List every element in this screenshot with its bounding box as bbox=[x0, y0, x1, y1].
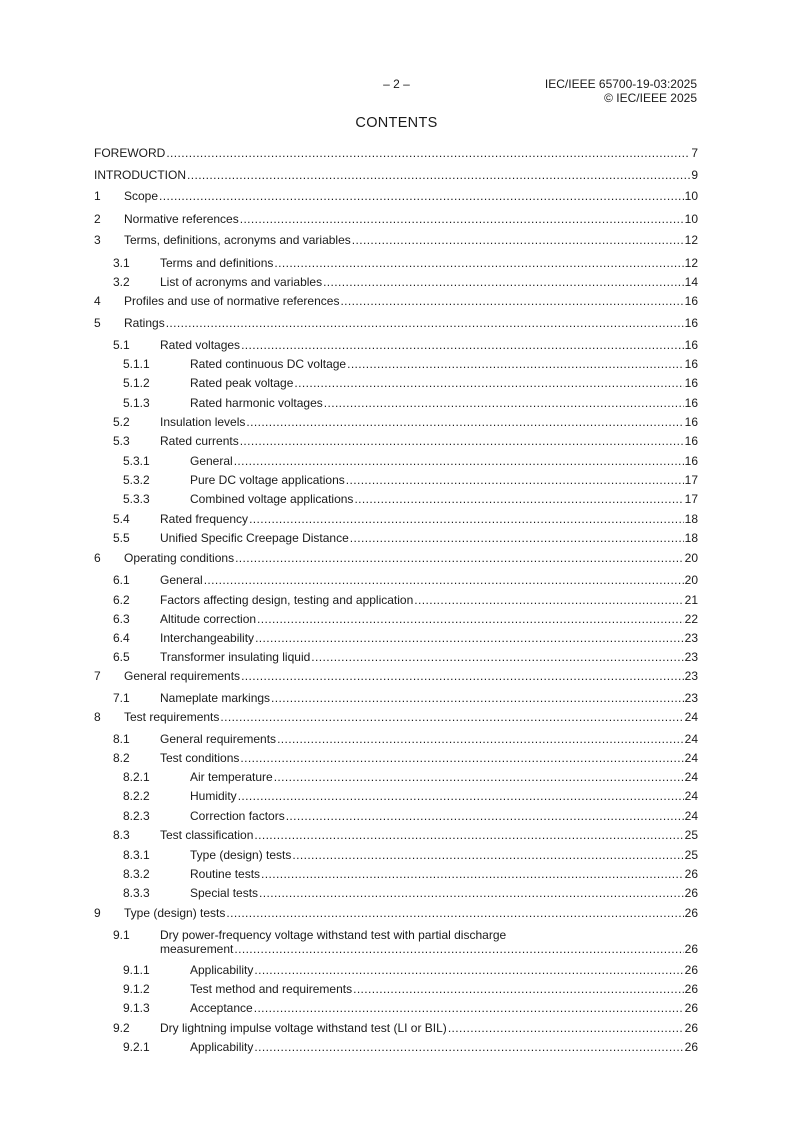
toc-entry[interactable] bbox=[94, 867, 698, 881]
toc-entry-title: Correction factors bbox=[190, 809, 285, 823]
dot-leader bbox=[255, 631, 684, 645]
toc-entry-title: Scope bbox=[124, 189, 159, 203]
dot-leader bbox=[292, 848, 683, 862]
toc-entry-title: Ratings bbox=[124, 316, 165, 330]
toc-entry-title: Rated continuous DC voltage bbox=[190, 357, 347, 371]
toc-entry[interactable] bbox=[94, 789, 698, 803]
toc-entry-number: 6 bbox=[94, 551, 101, 565]
toc-entry[interactable] bbox=[94, 212, 698, 226]
toc-entry-page: 24 bbox=[684, 770, 698, 784]
dot-leader bbox=[166, 316, 684, 330]
toc-entry-number: 7 bbox=[94, 669, 101, 683]
toc-entry-page: 26 bbox=[684, 963, 698, 977]
toc-entry-title: Type (design) tests bbox=[190, 848, 292, 862]
toc-entry-page: 9 bbox=[691, 168, 698, 182]
dot-leader bbox=[261, 867, 684, 881]
toc-entry-number: 8.2.2 bbox=[123, 789, 150, 803]
toc-entry-title: Normative references bbox=[124, 212, 239, 226]
toc-entry-number: 8.1 bbox=[113, 732, 130, 746]
toc-entry-page: 26 bbox=[684, 1021, 698, 1035]
dot-leader bbox=[234, 454, 684, 468]
dot-leader bbox=[254, 828, 683, 842]
dot-leader bbox=[240, 212, 684, 226]
toc-entry[interactable] bbox=[94, 168, 698, 182]
toc-entry-page: 16 bbox=[684, 396, 698, 410]
toc-entry-title: Acceptance bbox=[190, 1001, 253, 1015]
toc-entry-title: FOREWORD bbox=[94, 146, 166, 160]
toc-entry[interactable] bbox=[94, 189, 698, 203]
toc-entry-title: Pure DC voltage applications bbox=[190, 473, 345, 487]
dot-leader bbox=[254, 963, 683, 977]
toc-entry[interactable] bbox=[94, 357, 698, 371]
dot-leader bbox=[340, 294, 683, 308]
document-id: IEC/IEEE 65700-19-03:2025 bbox=[544, 77, 697, 91]
toc-entry-number: 5.1.3 bbox=[123, 396, 150, 410]
toc-entry[interactable] bbox=[94, 1040, 698, 1054]
toc-entry-title: Rated currents bbox=[160, 434, 239, 448]
toc-entry-title: Applicability bbox=[190, 963, 254, 977]
toc-entry[interactable] bbox=[94, 1021, 698, 1035]
dot-leader bbox=[271, 691, 684, 705]
toc-entry-page: 26 bbox=[684, 942, 698, 956]
toc-entry-number: 5.1.1 bbox=[123, 357, 150, 371]
dot-leader bbox=[246, 415, 683, 429]
toc-entry-page: 21 bbox=[684, 593, 698, 607]
toc-entry-page: 22 bbox=[684, 612, 698, 626]
toc-entry-page: 18 bbox=[684, 512, 698, 526]
toc-entry-title: Special tests bbox=[190, 886, 259, 900]
dot-leader bbox=[414, 593, 683, 607]
toc-entry-page: 16 bbox=[684, 415, 698, 429]
toc-entry-number: 5.4 bbox=[113, 512, 130, 526]
toc-entry-page: 24 bbox=[684, 809, 698, 823]
toc-entry-number: 8.3.1 bbox=[123, 848, 150, 862]
toc-entry-title: General requirements bbox=[124, 669, 241, 683]
toc-entry-page: 18 bbox=[684, 531, 698, 545]
toc-entry-page: 24 bbox=[684, 732, 698, 746]
toc-entry-number: 9.2 bbox=[113, 1021, 130, 1035]
dot-leader bbox=[159, 189, 684, 203]
toc-entry[interactable] bbox=[94, 146, 698, 160]
toc-entry-page: 10 bbox=[684, 189, 698, 203]
dot-leader bbox=[274, 256, 683, 270]
toc-entry-page: 16 bbox=[684, 376, 698, 390]
toc-entry-page: 12 bbox=[684, 256, 698, 270]
toc-entry-page: 16 bbox=[684, 434, 698, 448]
toc-entry-page: 20 bbox=[684, 551, 698, 565]
dot-leader bbox=[204, 573, 684, 587]
toc-entry[interactable] bbox=[94, 551, 698, 565]
toc-entry-number: 5.3.2 bbox=[123, 473, 150, 487]
toc-entry[interactable] bbox=[94, 573, 698, 587]
toc-entry-number: 2 bbox=[94, 212, 101, 226]
toc-entry-page: 12 bbox=[684, 233, 698, 247]
copyright-notice: © IEC/IEEE 2025 bbox=[604, 91, 697, 105]
dot-leader bbox=[294, 376, 683, 390]
dot-leader bbox=[323, 275, 684, 289]
toc-entry[interactable] bbox=[94, 415, 698, 429]
toc-entry-title: INTRODUCTION bbox=[94, 168, 186, 182]
toc-entry[interactable] bbox=[94, 906, 698, 920]
toc-entry[interactable] bbox=[94, 710, 698, 724]
toc-entry-number: 8.3.3 bbox=[123, 886, 150, 900]
dot-leader bbox=[353, 982, 684, 996]
toc-entry-title: Nameplate markings bbox=[160, 691, 271, 705]
toc-entry-page: 7 bbox=[691, 146, 698, 160]
toc-entry-number: 3 bbox=[94, 233, 101, 247]
toc-entry-page: 26 bbox=[684, 906, 698, 920]
toc-entry-page: 26 bbox=[684, 1040, 698, 1054]
toc-entry-number: 8.2 bbox=[113, 751, 130, 765]
toc-entry-page: 17 bbox=[684, 473, 698, 487]
toc-entry-page: 26 bbox=[684, 1001, 698, 1015]
toc-entry-number: 7.1 bbox=[113, 691, 130, 705]
toc-entry-title: Test method and requirements bbox=[190, 982, 353, 996]
toc-entry-title: Rated frequency bbox=[160, 512, 249, 526]
toc-entry-number: 5.3.3 bbox=[123, 492, 150, 506]
toc-entry-number: 9.1.2 bbox=[123, 982, 150, 996]
toc-entry-title: General bbox=[190, 454, 233, 468]
toc-entry-page: 26 bbox=[684, 982, 698, 996]
toc-entry-number: 8.3 bbox=[113, 828, 130, 842]
toc-entry-number: 6.1 bbox=[113, 573, 130, 587]
dot-leader bbox=[241, 669, 684, 683]
toc-entry-page: 24 bbox=[684, 710, 698, 724]
dot-leader bbox=[249, 512, 684, 526]
dot-leader bbox=[240, 751, 683, 765]
toc-entry-title: Factors affecting design, testing and application bbox=[160, 593, 414, 607]
dot-leader bbox=[311, 650, 683, 664]
toc-entry[interactable] bbox=[94, 650, 698, 664]
toc-entry-number: 6.4 bbox=[113, 631, 130, 645]
toc-entry[interactable] bbox=[94, 848, 698, 862]
toc-entry-page: 10 bbox=[684, 212, 698, 226]
toc-entry[interactable] bbox=[94, 512, 698, 526]
toc-entry-page: 17 bbox=[684, 492, 698, 506]
toc-entry-page: 20 bbox=[684, 573, 698, 587]
toc-entry-number: 8.2.3 bbox=[123, 809, 150, 823]
dot-leader bbox=[238, 789, 684, 803]
toc-entry-title: Air temperature bbox=[190, 770, 273, 784]
toc-entry-page: 25 bbox=[684, 828, 698, 842]
toc-entry-page: 23 bbox=[684, 691, 698, 705]
toc-entry[interactable] bbox=[94, 275, 698, 289]
toc-entry-page: 14 bbox=[684, 275, 698, 289]
toc-entry[interactable] bbox=[94, 233, 698, 247]
toc-entry-title: Altitude correction bbox=[160, 612, 257, 626]
dot-leader bbox=[277, 732, 684, 746]
toc-entry-number: 5.2 bbox=[113, 415, 130, 429]
toc-entry-title: Operating conditions bbox=[124, 551, 235, 565]
toc-entry[interactable] bbox=[94, 612, 698, 626]
toc-entry-number: 9 bbox=[94, 906, 101, 920]
toc-entry-number: 5.3 bbox=[113, 434, 130, 448]
toc-entry[interactable] bbox=[94, 809, 698, 823]
toc-entry[interactable] bbox=[94, 454, 698, 468]
toc-entry-title-continued: measurement bbox=[160, 942, 234, 956]
toc-entry-page: 24 bbox=[684, 789, 698, 803]
toc-entry-page: 16 bbox=[684, 316, 698, 330]
toc-entry[interactable] bbox=[94, 751, 698, 765]
dot-leader bbox=[350, 531, 684, 545]
toc-entry-page: 23 bbox=[684, 669, 698, 683]
toc-entry-number: 1 bbox=[94, 189, 101, 203]
toc-entry[interactable] bbox=[94, 256, 698, 270]
toc-entry[interactable] bbox=[94, 1001, 698, 1015]
toc-entry-number: 8.3.2 bbox=[123, 867, 150, 881]
toc-entry[interactable] bbox=[94, 732, 698, 746]
document-header bbox=[545, 77, 697, 105]
dot-leader bbox=[254, 1040, 683, 1054]
toc-entry-page: 16 bbox=[684, 294, 698, 308]
toc-entry[interactable] bbox=[94, 396, 698, 410]
dot-leader bbox=[324, 396, 684, 410]
dot-leader bbox=[259, 886, 684, 900]
dot-leader bbox=[220, 710, 683, 724]
toc-entry-title: Unified Specific Creepage Distance bbox=[160, 531, 349, 545]
dot-leader bbox=[235, 551, 684, 565]
toc-entry-title: Profiles and use of normative references bbox=[124, 294, 340, 308]
dot-leader bbox=[234, 942, 683, 956]
toc-entry-number: 5.3.1 bbox=[123, 454, 150, 468]
dot-leader bbox=[352, 233, 684, 247]
toc-entry-title: Rated harmonic voltages bbox=[190, 396, 323, 410]
toc-entry-number: 6.5 bbox=[113, 650, 130, 664]
toc-entry[interactable] bbox=[94, 376, 698, 390]
toc-entry-title: Applicability bbox=[190, 1040, 254, 1054]
toc-entry-page: 23 bbox=[684, 650, 698, 664]
dot-leader bbox=[166, 146, 690, 160]
dot-leader bbox=[241, 338, 684, 352]
toc-entry[interactable] bbox=[94, 294, 698, 308]
dot-leader bbox=[254, 1001, 684, 1015]
toc-entry[interactable] bbox=[94, 531, 698, 545]
toc-entry[interactable] bbox=[94, 631, 698, 645]
toc-entry-title: General bbox=[160, 573, 203, 587]
toc-entry-title: Test classification bbox=[160, 828, 254, 842]
toc-entry[interactable] bbox=[94, 828, 698, 842]
toc-entry[interactable] bbox=[94, 963, 698, 977]
toc-entry-title: Dry power-frequency voltage withstand test with partial discharge bbox=[160, 928, 507, 942]
toc-entry-title: Type (design) tests bbox=[124, 906, 226, 920]
toc-entry-number: 9.2.1 bbox=[123, 1040, 150, 1054]
toc-entry-page: 23 bbox=[684, 631, 698, 645]
toc-entry-title: Test conditions bbox=[160, 751, 240, 765]
dot-leader bbox=[286, 809, 684, 823]
toc-entry-title: List of acronyms and variables bbox=[160, 275, 323, 289]
toc-entry-title: Terms, definitions, acronyms and variables bbox=[124, 233, 351, 247]
toc-entry-number: 5.1.2 bbox=[123, 376, 150, 390]
page-number: – 2 – bbox=[383, 77, 410, 91]
toc-entry-page: 25 bbox=[684, 848, 698, 862]
toc-entry-page: 24 bbox=[684, 751, 698, 765]
dot-leader bbox=[187, 168, 690, 182]
toc-entry-title: General requirements bbox=[160, 732, 277, 746]
toc-entry[interactable] bbox=[94, 669, 698, 683]
toc-entry-title: Terms and definitions bbox=[160, 256, 274, 270]
toc-entry[interactable] bbox=[94, 886, 698, 900]
toc-entry-number: 5 bbox=[94, 316, 101, 330]
toc-entry-title: Rated peak voltage bbox=[190, 376, 294, 390]
dot-leader bbox=[257, 612, 684, 626]
toc-entry-number: 9.1 bbox=[113, 928, 130, 942]
toc-entry-title: Rated voltages bbox=[160, 338, 241, 352]
dot-leader bbox=[346, 473, 684, 487]
toc-entry-number: 9.1.3 bbox=[123, 1001, 150, 1015]
toc-entry-number: 6.2 bbox=[113, 593, 130, 607]
toc-entry-page: 26 bbox=[684, 886, 698, 900]
toc-entry-title: Humidity bbox=[190, 789, 237, 803]
toc-entry[interactable] bbox=[94, 593, 698, 607]
toc-entry[interactable] bbox=[94, 691, 698, 705]
toc-entry-page: 16 bbox=[684, 454, 698, 468]
dot-leader bbox=[226, 906, 683, 920]
toc-entry[interactable] bbox=[94, 434, 698, 448]
toc-entry-number: 8.2.1 bbox=[123, 770, 150, 784]
toc-entry[interactable] bbox=[94, 982, 698, 996]
toc-entry-title: Insulation levels bbox=[160, 415, 246, 429]
toc-entry-page: 16 bbox=[684, 357, 698, 371]
toc-entry[interactable] bbox=[94, 928, 698, 956]
toc-entry-page: 26 bbox=[684, 867, 698, 881]
toc-entry-number: 8 bbox=[94, 710, 101, 724]
toc-entry-number: 9.1.1 bbox=[123, 963, 150, 977]
toc-entry-title: Transformer insulating liquid bbox=[160, 650, 311, 664]
dot-leader bbox=[274, 770, 684, 784]
toc-entry[interactable] bbox=[94, 473, 698, 487]
toc-entry-number: 3.2 bbox=[113, 275, 130, 289]
dot-leader bbox=[347, 357, 684, 371]
dot-leader bbox=[240, 434, 684, 448]
toc-entry-title: Combined voltage applications bbox=[190, 492, 354, 506]
dot-leader bbox=[448, 1021, 684, 1035]
dot-leader bbox=[354, 492, 683, 506]
toc-entry[interactable] bbox=[94, 770, 698, 784]
toc-entry-title: Test requirements bbox=[124, 710, 220, 724]
toc-entry-number: 5.1 bbox=[113, 338, 130, 352]
toc-entry-title: Dry lightning impulse voltage withstand test (LI or BIL) bbox=[160, 1021, 447, 1035]
toc-entry[interactable] bbox=[94, 492, 698, 506]
toc-entry-number: 3.1 bbox=[113, 256, 130, 270]
toc-entry-number: 5.5 bbox=[113, 531, 130, 545]
toc-entry[interactable] bbox=[94, 338, 698, 352]
toc-entry-number: 6.3 bbox=[113, 612, 130, 626]
toc-entry-page: 16 bbox=[684, 338, 698, 352]
toc-entry-title: Interchangeability bbox=[160, 631, 255, 645]
toc-entry-number: 4 bbox=[94, 294, 101, 308]
toc-entry[interactable] bbox=[94, 316, 698, 330]
toc-entry-title: Routine tests bbox=[190, 867, 261, 881]
page-title: CONTENTS bbox=[355, 115, 438, 131]
